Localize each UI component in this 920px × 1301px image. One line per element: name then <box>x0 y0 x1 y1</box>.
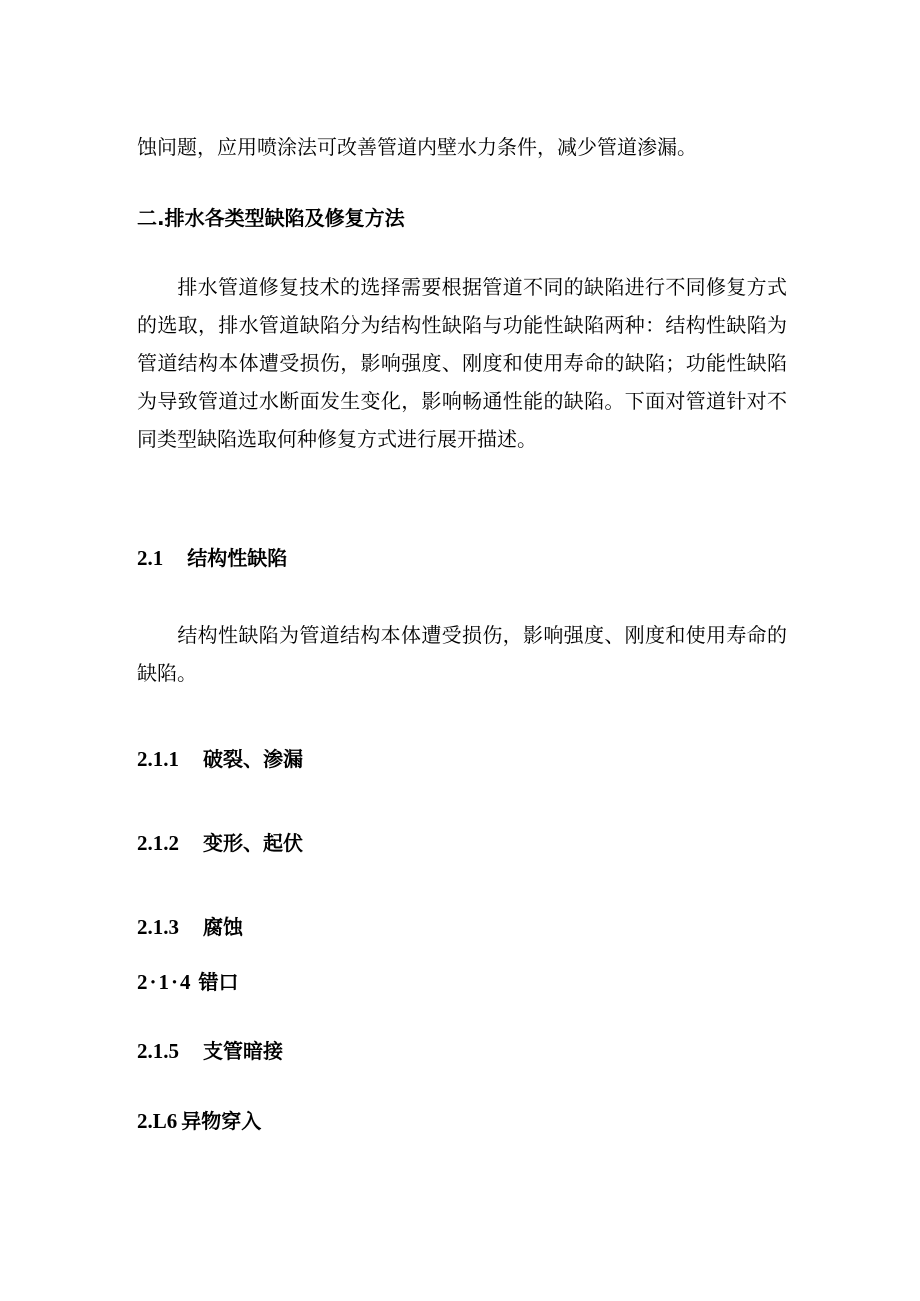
subsection-number: 2·1·4 <box>137 970 193 994</box>
subsection-heading <box>137 1106 787 1136</box>
section-2-paragraph <box>137 268 787 458</box>
subsection-heading <box>137 828 787 858</box>
subsection-title: 支管暗接 <box>203 1039 283 1063</box>
subsection-heading <box>137 967 787 997</box>
subsection-number: 2.1.5 <box>137 1039 179 1063</box>
subsection-title: 变形、起伏 <box>203 831 303 855</box>
subsection-title: 破裂、渗漏 <box>203 747 303 771</box>
section-2-heading: 二.排水各类型缺陷及修复方法 <box>137 206 405 230</box>
subsection-title: 异物穿入 <box>181 1109 262 1133</box>
subsection-number: 2.L6 <box>137 1109 178 1133</box>
subsection-number: 2.1.1 <box>137 747 179 771</box>
subsection-title: 错口 <box>198 970 239 994</box>
subsection-number: 2.1.3 <box>137 915 179 939</box>
subsection-heading <box>137 744 787 774</box>
subsection-number: 2.1.2 <box>137 831 179 855</box>
section-number: 2.1 <box>137 546 164 570</box>
continuation-paragraph: 蚀问题，应用喷涂法可改善管道内壁水力条件，减少管道渗漏。 <box>137 135 697 159</box>
section-2-paragraph-text: 排水管道修复技术的选择需要根据管道不同的缺陷进行不同修复方式的选取，排水管道缺陷分为结构性缺陷与功能性缺陷两种：结构性缺陷为管道结构本体遭受损伤，影响强度、刚度和使用寿命的缺陷；功能性缺陷为导致管道过水断面发生变化，影响畅通性能的缺陷。下面对管道针对不同类型缺陷选取何种修复方式进行展开描述。 <box>137 275 787 451</box>
section-2-1-paragraph <box>137 616 787 692</box>
section-2-1-heading <box>137 543 787 573</box>
section-title: 结构性缺陷 <box>187 546 288 570</box>
section-2-1-paragraph-text: 结构性缺陷为管道结构本体遭受损伤，影响强度、刚度和使用寿命的缺陷。 <box>137 623 787 685</box>
subsection-heading <box>137 1036 787 1066</box>
subsection-heading <box>137 912 787 942</box>
subsection-title: 腐蚀 <box>203 915 243 939</box>
